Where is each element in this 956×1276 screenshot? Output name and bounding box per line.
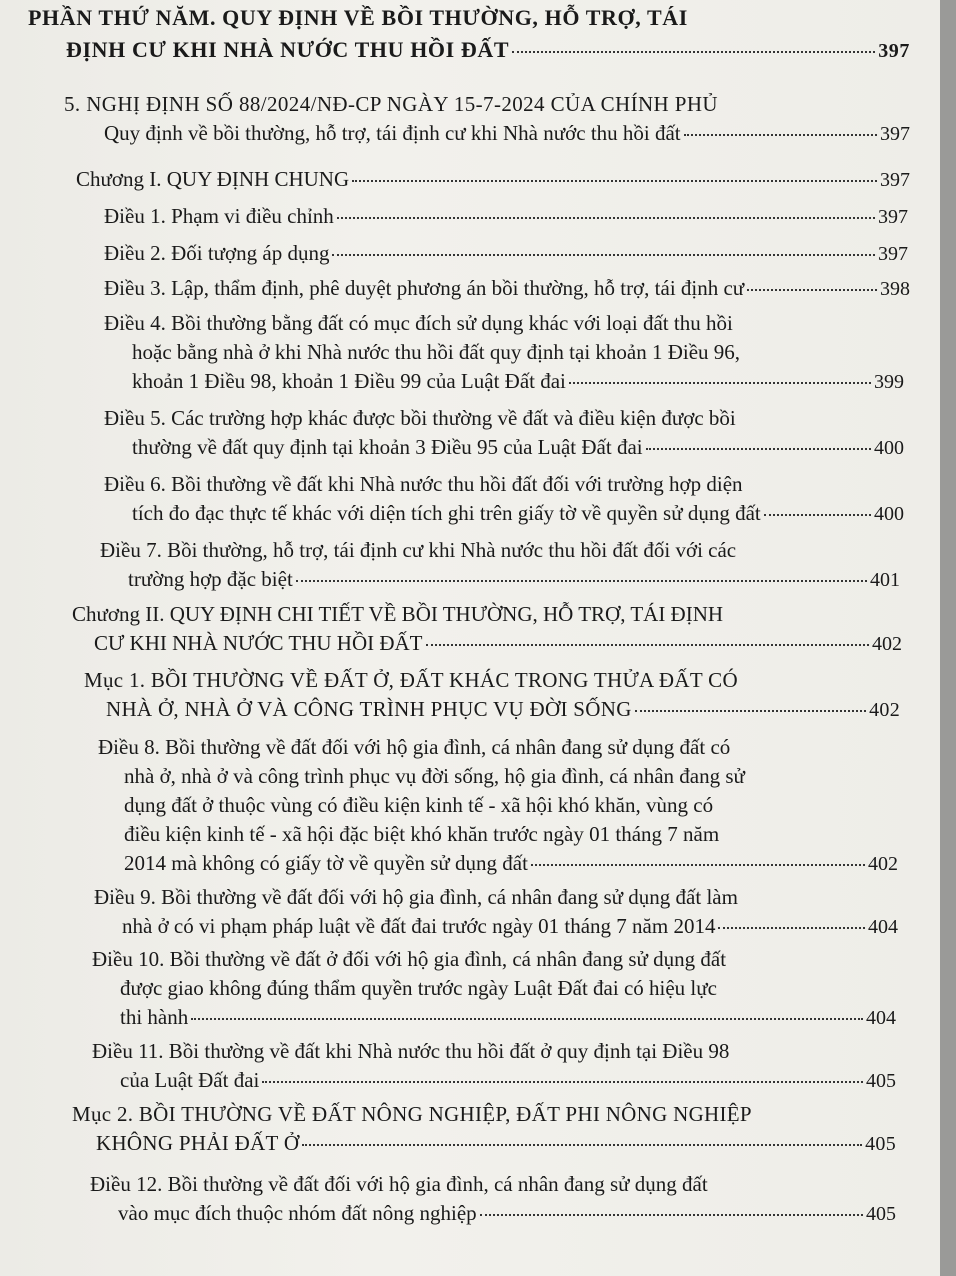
dot-leader bbox=[531, 864, 865, 866]
toc-line: tích đo đạc thực tế khác với diện tích ghi trên giấy tờ về quyền sử dụng đất bbox=[132, 501, 761, 525]
toc-section-1 bbox=[84, 666, 900, 725]
toc-line: Điều 12. Bồi thường về đất đối với hộ gia đình, cá nhân đang sử dụng đất bbox=[90, 1172, 708, 1196]
toc-line: Điều 7. Bồi thường, hỗ trợ, tái định cư khi Nhà nước thu hồi đất đối với các bbox=[100, 538, 737, 562]
page-number: 397 bbox=[878, 243, 908, 265]
toc-decree-88 bbox=[64, 90, 910, 149]
toc-part-5 bbox=[28, 2, 910, 67]
toc-line: Điều 2. Đối tượng áp dụng bbox=[104, 241, 330, 265]
toc-line: Chương I. QUY ĐỊNH CHUNG bbox=[76, 167, 350, 191]
toc-line: khoản 1 Điều 98, khoản 1 Điều 99 của Luật Đất đai bbox=[132, 369, 566, 393]
toc-line: của Luật Đất đai bbox=[120, 1068, 260, 1092]
toc-line: Điều 9. Bồi thường về đất đối với hộ gia đình, cá nhân đang sử dụng đất làm bbox=[94, 885, 738, 909]
dot-leader bbox=[302, 1144, 862, 1146]
page-edge-shadow bbox=[940, 0, 956, 1276]
toc-line: Chương II. QUY ĐỊNH CHI TIẾT VỀ BỒI THƯỜNG, HỖ TRỢ, TÁI ĐỊNH bbox=[72, 602, 724, 626]
dot-leader bbox=[480, 1214, 863, 1216]
toc-line: được giao không đúng thẩm quyền trước ngày Luật Đất đai có hiệu lực bbox=[120, 976, 717, 1000]
toc-chapter-2 bbox=[72, 600, 902, 659]
dot-leader bbox=[635, 710, 866, 712]
page-number: 405 bbox=[865, 1133, 896, 1155]
toc-line: dụng đất ở thuộc vùng có điều kiện kinh tế - xã hội khó khăn, vùng có bbox=[124, 793, 714, 817]
dot-leader bbox=[337, 217, 875, 219]
page-number: 404 bbox=[868, 916, 898, 938]
toc-article-5 bbox=[104, 404, 904, 463]
page-number: 402 bbox=[868, 853, 898, 875]
toc-article-2 bbox=[104, 239, 908, 269]
toc-line: vào mục đích thuộc nhóm đất nông nghiệp bbox=[118, 1201, 477, 1225]
toc-line: trường hợp đặc biệt bbox=[128, 567, 293, 591]
dot-leader bbox=[262, 1081, 863, 1083]
toc-line: Điều 10. Bồi thường về đất ở đối với hộ gia đình, cá nhân đang sử dụng đất bbox=[92, 947, 727, 971]
toc-article-10 bbox=[92, 945, 896, 1033]
page-number: 400 bbox=[874, 503, 904, 525]
toc-line: 5. NGHỊ ĐỊNH SỐ 88/2024/NĐ-CP NGÀY 15-7-2024 CỦA CHÍNH PHỦ bbox=[64, 92, 718, 116]
toc-line: KHÔNG PHẢI ĐẤT Ở bbox=[96, 1131, 300, 1155]
page-number: 404 bbox=[866, 1007, 896, 1029]
toc-line: Điều 8. Bồi thường về đất đối với hộ gia đình, cá nhân đang sử dụng đất có bbox=[98, 735, 731, 759]
dot-leader bbox=[512, 51, 875, 53]
toc-section-2 bbox=[72, 1100, 896, 1159]
toc-article-12 bbox=[90, 1170, 896, 1229]
page-number: 398 bbox=[880, 278, 910, 300]
dot-leader bbox=[646, 448, 871, 450]
page-number: 399 bbox=[874, 371, 904, 393]
page-number: 405 bbox=[866, 1070, 896, 1092]
toc-line: Điều 3. Lập, thẩm định, phê duyệt phương án bồi thường, hỗ trợ, tái định cư bbox=[104, 276, 745, 300]
dot-leader bbox=[569, 382, 871, 384]
toc-line: NHÀ Ở, NHÀ Ở VÀ CÔNG TRÌNH PHỤC VỤ ĐỜI SỐNG bbox=[106, 697, 632, 721]
toc-line: điều kiện kinh tế - xã hội đặc biệt khó khăn trước ngày 01 tháng 7 năm bbox=[124, 822, 720, 846]
toc-chapter-1 bbox=[76, 165, 910, 195]
toc-article-4 bbox=[104, 309, 904, 397]
toc-line: Điều 11. Bồi thường về đất khi Nhà nước thu hồi đất ở quy định tại Điều 98 bbox=[92, 1039, 730, 1063]
page-number: 397 bbox=[878, 40, 910, 62]
toc-line: 2014 mà không có giấy tờ về quyền sử dụng đất bbox=[124, 851, 528, 875]
dot-leader bbox=[426, 644, 869, 646]
dot-leader bbox=[718, 927, 865, 929]
toc-line: Mục 1. BỒI THƯỜNG VỀ ĐẤT Ở, ĐẤT KHÁC TRONG THỬA ĐẤT CÓ bbox=[84, 668, 738, 692]
dot-leader bbox=[764, 514, 871, 516]
dot-leader bbox=[296, 580, 867, 582]
page-number: 401 bbox=[870, 569, 900, 591]
page-number: 400 bbox=[874, 437, 904, 459]
page-number: 402 bbox=[872, 633, 902, 655]
dot-leader bbox=[352, 180, 877, 182]
dot-leader bbox=[332, 254, 875, 256]
page-number: 405 bbox=[866, 1203, 896, 1225]
toc-line: Mục 2. BỒI THƯỜNG VỀ ĐẤT NÔNG NGHIỆP, ĐẤT PHI NÔNG NGHIỆP bbox=[72, 1102, 752, 1126]
toc-article-1 bbox=[104, 202, 908, 232]
toc-line: thi hành bbox=[120, 1005, 189, 1029]
dot-leader bbox=[747, 289, 877, 291]
page-number: 397 bbox=[878, 206, 908, 228]
dot-leader bbox=[191, 1018, 863, 1020]
toc-article-3 bbox=[104, 274, 910, 304]
toc-line: Điều 6. Bồi thường về đất khi Nhà nước thu hồi đất đối với trường hợp diện bbox=[104, 472, 743, 496]
page-number: 397 bbox=[880, 123, 910, 145]
toc-line: Điều 1. Phạm vi điều chỉnh bbox=[104, 204, 334, 228]
toc-line: ĐỊNH CƯ KHI NHÀ NƯỚC THU HỒI ĐẤT bbox=[66, 37, 510, 62]
page-number: 397 bbox=[880, 169, 910, 191]
toc-article-6 bbox=[104, 470, 904, 529]
toc-line: Điều 4. Bồi thường bằng đất có mục đích sử dụng khác với loại đất thu hồi bbox=[104, 311, 733, 335]
toc-article-8 bbox=[98, 733, 898, 879]
toc-line: thường về đất quy định tại khoản 3 Điều 95 của Luật Đất đai bbox=[132, 435, 643, 459]
toc-line: hoặc bằng nhà ở khi Nhà nước thu hồi đất quy định tại khoản 1 Điều 96, bbox=[132, 340, 741, 364]
page-number: 402 bbox=[869, 699, 900, 721]
toc-line: nhà ở có vi phạm pháp luật về đất đai trước ngày 01 tháng 7 năm 2014 bbox=[122, 914, 716, 938]
toc-line: nhà ở, nhà ở và công trình phục vụ đời sống, hộ gia đình, cá nhân đang sử bbox=[124, 764, 745, 788]
toc-article-7 bbox=[100, 536, 900, 595]
toc-line: Điều 5. Các trường hợp khác được bồi thường về đất và điều kiện được bồi bbox=[104, 406, 736, 430]
toc-line: Quy định về bồi thường, hỗ trợ, tái định cư khi Nhà nước thu hồi đất bbox=[104, 121, 681, 145]
toc-article-9 bbox=[94, 883, 898, 942]
toc-line: PHẦN THỨ NĂM. QUY ĐỊNH VỀ BỒI THƯỜNG, HỖ TRỢ, TÁI bbox=[28, 5, 688, 30]
toc-line: CƯ KHI NHÀ NƯỚC THU HỒI ĐẤT bbox=[94, 631, 423, 655]
toc-article-11 bbox=[92, 1037, 896, 1096]
dot-leader bbox=[684, 134, 877, 136]
